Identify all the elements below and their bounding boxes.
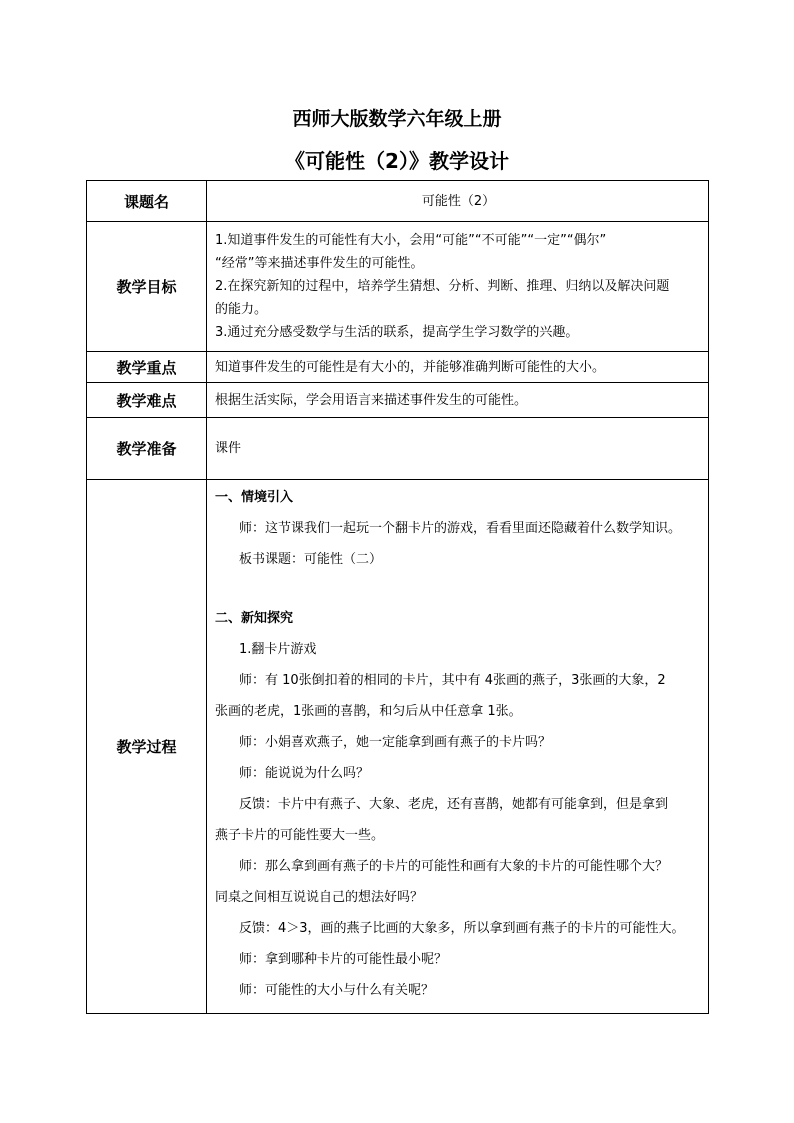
objectives-content xyxy=(207,222,709,352)
spacer xyxy=(215,575,702,603)
process-label: 教学过程 xyxy=(87,480,207,1014)
difficulty-value: 根据生活实际，学会用语言来描述事件发生的可能性。 xyxy=(207,383,709,418)
process-line: 师：能说说为什么吗？ xyxy=(239,766,370,781)
process-line: 师：拿到哪种卡片的可能性最小呢？ xyxy=(239,952,448,967)
key-point-label: 教学重点 xyxy=(87,352,207,383)
row-topic xyxy=(87,181,709,222)
topic-label: 课题名 xyxy=(87,181,207,222)
process-line: 师：小娟喜欢燕子，她一定能拿到画有燕子的卡片吗？ xyxy=(239,735,552,750)
key-point-value: 知道事件发生的可能性是有大小的，并能够准确判断可能性的大小。 xyxy=(207,352,709,383)
process-line: 反馈：4＞3，画的燕子比画的大象多，所以拿到画有燕子的卡片的可能性大。 xyxy=(239,921,685,936)
row-preparation xyxy=(87,418,709,480)
process-line: 师：有 10张倒扣着的相同的卡片，其中有 4张画的燕子，3张画的大象，2 xyxy=(239,673,666,688)
section-heading: 二、新知探究 xyxy=(215,611,294,626)
process-content xyxy=(207,480,709,1014)
objective-line: 3.通过充分感受数学与生活的联系，提高学生学习数学的兴趣。 xyxy=(215,325,579,340)
lesson-plan-table xyxy=(86,180,709,1014)
section-heading: 一、情境引入 xyxy=(215,490,294,505)
process-line: 燕子卡片的可能性要大一些。 xyxy=(215,828,385,843)
process-line: 张画的老虎，1张画的喜鹊，和匀后从中任意拿 1张。 xyxy=(215,704,522,719)
process-line: 板书课题：可能性（二） xyxy=(239,552,383,567)
topic-value: 可能性（2） xyxy=(207,181,709,222)
row-key-point xyxy=(87,352,709,383)
row-difficulty xyxy=(87,383,709,418)
process-line: 师：这节课我们一起玩一个翻卡片的游戏，看看里面还隐藏着什么数学知识。 xyxy=(239,521,682,536)
process-line: 同桌之间相互说说自己的想法好吗？ xyxy=(215,890,424,905)
objective-line: 1.知道事件发生的可能性有大小，会用“可能”“不可能”“一定”“偶尔” xyxy=(215,233,607,248)
objective-line: 2.在探究新知的过程中，培养学生猜想、分析、判断、推理、归纳以及解决问题 xyxy=(215,279,670,294)
document-title: 西师大版数学六年级上册 xyxy=(292,108,502,130)
objective-line: 的能力。 xyxy=(215,302,268,317)
process-line: 师：那么拿到画有燕子的卡片的可能性和画有大象的卡片的可能性哪个大？ xyxy=(239,859,669,874)
preparation-value: 课件 xyxy=(207,418,709,480)
row-process xyxy=(87,480,709,1014)
row-objectives xyxy=(87,222,709,352)
process-line: 1.翻卡片游戏 xyxy=(239,642,317,657)
process-line: 师：可能性的大小与什么有关呢？ xyxy=(239,983,435,998)
objectives-label: 教学目标 xyxy=(87,222,207,352)
process-line: 反馈：卡片中有燕子、大象、老虎，还有喜鹊，她都有可能拿到，但是拿到 xyxy=(239,797,669,812)
lesson-title: 《可能性（2）》教学设计 xyxy=(285,149,509,173)
difficulty-label: 教学难点 xyxy=(87,383,207,418)
objective-line: “经常”等来描述事件发生的可能性。 xyxy=(215,256,424,271)
preparation-label: 教学准备 xyxy=(87,418,207,480)
